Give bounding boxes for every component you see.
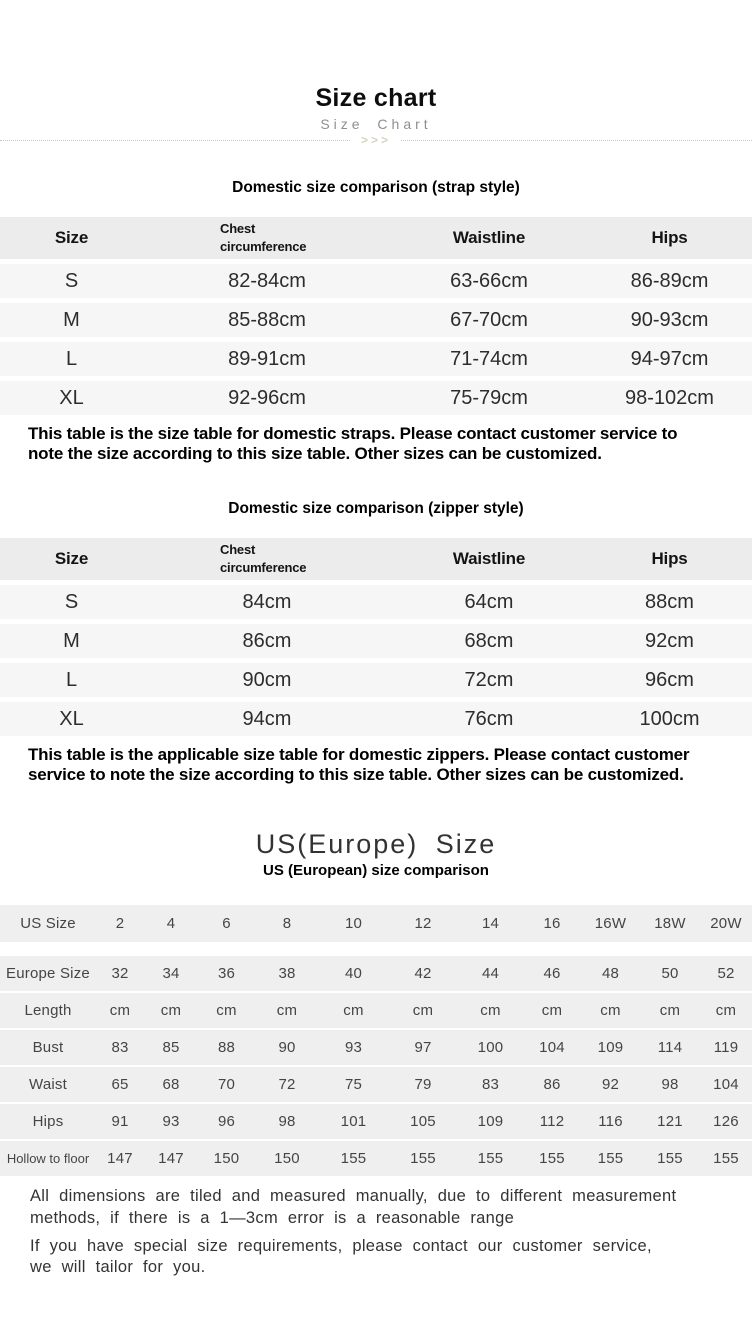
hips-cell: 92cm — [587, 624, 752, 658]
us-value-cell: 8 — [282, 915, 292, 933]
us-value-cell: 92 — [601, 1076, 620, 1094]
note-line: methods, if there is a 1—3cm error is a reasonable range — [30, 1208, 515, 1227]
chest-cell: 92-96cm — [143, 381, 391, 415]
us-value-cell: 2 — [115, 915, 125, 933]
us-value-cell: 155 — [657, 1150, 683, 1168]
us-value-cell: 10 — [344, 915, 363, 933]
table-row-l — [0, 663, 752, 697]
column-header-size: Size — [0, 217, 143, 259]
us-value-cell: 70 — [217, 1076, 236, 1094]
us-row-label: Hips — [32, 1113, 64, 1131]
us-value-cell: 38 — [278, 965, 296, 983]
table-header-row — [0, 538, 752, 580]
us-value-cell: 40 — [344, 965, 363, 983]
us-value-cell: 93 — [344, 1039, 363, 1057]
chest-cell: 85-88cm — [143, 303, 391, 337]
length-row — [0, 993, 752, 1028]
us-value-cell: 90 — [278, 1039, 296, 1057]
note-line: This table is the size table for domestic straps. Please contact customer service to — [28, 424, 678, 443]
zipper-size-table — [0, 533, 752, 741]
us-row-label: Bust — [32, 1039, 64, 1057]
page-subtitle: Size Chart — [320, 116, 432, 132]
us-value-cell: 104 — [713, 1076, 739, 1094]
size-cell: L — [0, 663, 143, 697]
us-value-cell: cm — [109, 1002, 131, 1020]
size-cell: XL — [0, 381, 143, 415]
custom-size-note — [30, 1236, 730, 1280]
hips-row — [0, 1104, 752, 1139]
us-value-cell: 155 — [539, 1150, 565, 1168]
us-value-cell: 101 — [340, 1113, 367, 1131]
us-value-cell: 79 — [414, 1076, 432, 1094]
chest-cell: 84cm — [143, 585, 391, 619]
strap-table-note — [28, 424, 728, 464]
us-value-cell: 36 — [217, 965, 236, 983]
us-value-cell: cm — [715, 1002, 737, 1020]
chest-cell: 89-91cm — [143, 342, 391, 376]
us-value-cell: 85 — [162, 1039, 180, 1057]
column-header-chest — [143, 217, 391, 259]
waist-cell: 71-74cm — [391, 342, 587, 376]
table-header-row — [0, 217, 752, 259]
us-value-cell: 83 — [481, 1076, 500, 1094]
zipper-section-heading: Domestic size comparison (zipper style) — [228, 500, 524, 518]
chest-cell: 86cm — [143, 624, 391, 658]
waist-cell: 72cm — [391, 663, 587, 697]
column-header-waistline: Waistline — [391, 217, 587, 259]
us-value-cell: cm — [541, 1002, 563, 1020]
hips-cell: 86-89cm — [587, 264, 752, 298]
note-line: All dimensions are tiled and measured manually, due to different measurement — [30, 1187, 677, 1206]
waist-cell: 67-70cm — [391, 303, 587, 337]
us-value-cell: cm — [600, 1002, 621, 1020]
strap-section-heading: Domestic size comparison (strap style) — [232, 179, 520, 196]
us-value-cell: cm — [343, 1002, 364, 1020]
us-value-cell: 155 — [713, 1150, 739, 1168]
page-title: Size chart — [315, 84, 437, 112]
zipper-table-note — [28, 745, 728, 785]
us-value-cell: 65 — [111, 1076, 129, 1094]
us-value-cell: 155 — [340, 1150, 367, 1168]
column-header-size: Size — [0, 538, 143, 580]
us-value-cell: cm — [659, 1002, 681, 1020]
us-value-cell: 98 — [278, 1113, 296, 1131]
us-value-cell: cm — [412, 1002, 434, 1020]
size-cell: S — [0, 264, 143, 298]
waist-cell: 68cm — [391, 624, 587, 658]
us-value-cell: 97 — [414, 1039, 432, 1057]
us-value-cell: 50 — [661, 965, 679, 983]
us-value-cell: 91 — [111, 1113, 129, 1131]
column-header-hips: Hips — [587, 217, 752, 259]
us-value-cell: cm — [216, 1002, 237, 1020]
table-row-s — [0, 585, 752, 619]
us-value-cell: 96 — [217, 1113, 236, 1131]
table-row-m — [0, 303, 752, 337]
hips-cell: 100cm — [587, 702, 752, 736]
us-value-cell: cm — [160, 1002, 182, 1020]
note-line: note the size according to this size table. Other sizes can be customized. — [28, 444, 602, 464]
us-row-label: Europe Size — [6, 965, 90, 983]
us-value-cell: 16W — [594, 915, 627, 933]
us-value-cell: 88 — [217, 1039, 236, 1057]
us-row-label: Waist — [29, 1076, 67, 1094]
hips-cell: 94-97cm — [587, 342, 752, 376]
europe-size-row — [0, 956, 752, 991]
us-value-cell: 6 — [222, 915, 231, 933]
us-section-title: US(Europe) Size — [255, 829, 497, 860]
us-value-cell: 155 — [410, 1150, 436, 1168]
us-value-cell: 104 — [539, 1039, 565, 1057]
chest-header-label: Chest circumference — [220, 221, 307, 254]
size-cell: M — [0, 624, 143, 658]
table-row-xl — [0, 702, 752, 736]
us-value-cell: 150 — [213, 1150, 240, 1168]
us-value-cell: cm — [276, 1002, 298, 1020]
note-line: This table is the applicable size table for domestic zippers. Please contact customer — [28, 745, 690, 765]
dotted-divider — [0, 133, 752, 147]
us-value-cell: 105 — [410, 1113, 436, 1131]
us-value-cell: 14 — [481, 915, 500, 933]
us-size-table — [0, 905, 752, 1176]
us-value-cell: 114 — [657, 1039, 683, 1057]
chest-cell: 90cm — [143, 663, 391, 697]
us-value-cell: 68 — [162, 1076, 180, 1094]
us-value-cell: 46 — [543, 965, 561, 983]
note-line: we will tailor for you. — [30, 1258, 206, 1277]
note-line: service to note the size according to this size table. Other sizes can be customized. — [28, 765, 684, 785]
waist-cell: 64cm — [391, 585, 587, 619]
waist-cell: 76cm — [391, 702, 587, 736]
table-row-s — [0, 264, 752, 298]
us-value-cell: 48 — [601, 965, 620, 983]
us-value-cell: 98 — [661, 1076, 679, 1094]
chest-header-label: Chest circumference — [220, 542, 307, 575]
note-line: If you have special size requirements, please contact our customer service, — [30, 1236, 652, 1255]
us-value-cell: 109 — [597, 1039, 624, 1057]
table-row-xl — [0, 381, 752, 415]
column-header-hips: Hips — [587, 538, 752, 580]
table-row-l — [0, 342, 752, 376]
hollow-to-floor-row — [0, 1141, 752, 1176]
us-value-cell: 12 — [414, 915, 432, 933]
us-value-cell: 16 — [543, 915, 561, 933]
us-value-cell: 147 — [158, 1150, 184, 1168]
us-value-cell: 44 — [481, 965, 500, 983]
us-value-cell: 34 — [162, 965, 180, 983]
us-value-cell: 20W — [710, 915, 742, 933]
chest-cell: 82-84cm — [143, 264, 391, 298]
bust-row — [0, 1030, 752, 1065]
us-value-cell: 100 — [477, 1039, 504, 1057]
us-value-cell: 126 — [713, 1113, 739, 1131]
us-value-cell: cm — [480, 1002, 501, 1020]
hips-cell: 88cm — [587, 585, 752, 619]
size-cell: L — [0, 342, 143, 376]
us-value-cell: 83 — [111, 1039, 129, 1057]
us-value-cell: 147 — [107, 1150, 133, 1168]
us-value-cell: 155 — [597, 1150, 624, 1168]
us-value-cell: 75 — [344, 1076, 363, 1094]
us-value-cell: 72 — [278, 1076, 296, 1094]
us-value-cell: 112 — [539, 1113, 565, 1131]
us-row-label: Hollow to floor — [6, 1151, 90, 1167]
chest-cell: 94cm — [143, 702, 391, 736]
chevrons-icon: >>> — [351, 132, 401, 149]
us-row-label: Length — [24, 1002, 72, 1020]
waist-row — [0, 1067, 752, 1102]
measurement-tolerance-note — [30, 1186, 730, 1230]
us-value-cell: 86 — [543, 1076, 561, 1094]
size-cell: S — [0, 585, 143, 619]
table-row-m — [0, 624, 752, 658]
us-value-cell: 155 — [477, 1150, 504, 1168]
waist-cell: 63-66cm — [391, 264, 587, 298]
hips-cell: 90-93cm — [587, 303, 752, 337]
us-value-cell: 42 — [414, 965, 432, 983]
size-cell: XL — [0, 702, 143, 736]
us-row-label: US Size — [20, 915, 76, 933]
us-size-row — [0, 905, 752, 942]
us-section-subtitle: US (European) size comparison — [263, 862, 489, 880]
us-value-cell: 93 — [162, 1113, 180, 1131]
column-header-waistline: Waistline — [391, 538, 587, 580]
hips-cell: 98-102cm — [587, 381, 752, 415]
us-value-cell: 109 — [477, 1113, 504, 1131]
waist-cell: 75-79cm — [391, 381, 587, 415]
size-cell: M — [0, 303, 143, 337]
hips-cell: 96cm — [587, 663, 752, 697]
strap-size-table — [0, 212, 752, 420]
us-value-cell: 119 — [713, 1039, 739, 1057]
us-value-cell: 150 — [274, 1150, 300, 1168]
us-value-cell: 32 — [111, 965, 129, 983]
us-value-cell: 52 — [717, 965, 735, 983]
us-value-cell: 116 — [598, 1113, 623, 1131]
column-header-chest — [143, 538, 391, 580]
us-value-cell: 18W — [654, 915, 686, 933]
us-value-cell: 121 — [657, 1113, 683, 1131]
us-value-cell: 4 — [166, 915, 176, 933]
